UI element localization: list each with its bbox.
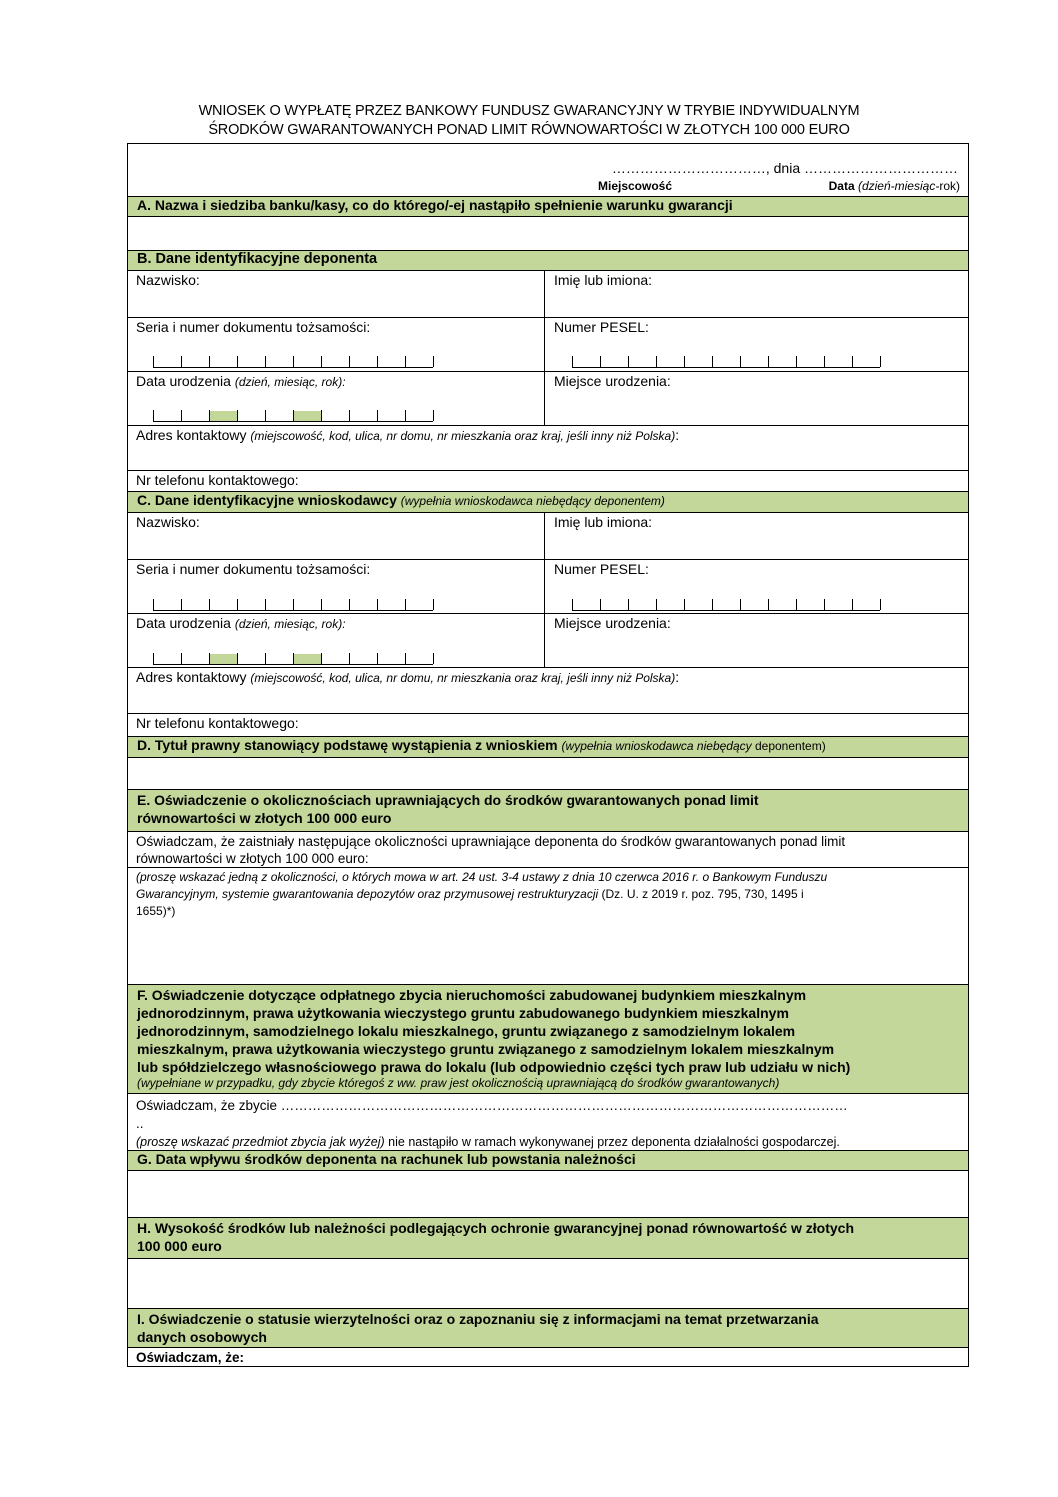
form-title-line2: ŚRODKÓW GWARANTOWANYCH PONAD LIMIT RÓWNOWARTOŚCI W ZŁOTYCH 100 000 EURO xyxy=(208,122,850,138)
box-tick xyxy=(405,356,406,367)
section-a-header: A. Nazwa i siedziba banku/kasy, co do którego/-ej nastąpiło spełnienie warunku gwarancji xyxy=(128,196,968,217)
box-tick xyxy=(405,653,406,664)
box-tick xyxy=(572,356,573,367)
box-tick xyxy=(684,599,685,610)
applicant-surname-row xyxy=(128,513,968,560)
box-tick xyxy=(153,356,154,367)
applicant-address-row[interactable]: Adres kontaktowy (miejscowość, kod, ulica, nr domu, nr mieszkania oraz kraj, jeśli inny niż Polska): xyxy=(128,668,968,714)
box-tick xyxy=(852,356,853,367)
birth-date-label: Data urodzenia xyxy=(136,373,235,389)
box-tick xyxy=(209,410,210,421)
box-tick xyxy=(433,599,434,610)
box-tick xyxy=(880,356,881,367)
box-tick xyxy=(321,653,322,664)
separator-cell xyxy=(294,411,321,421)
section-f-statement[interactable]: Oświadczam, że zbycie ……………………………………………………………………………………………………………… .. (proszę wskazać przedmiot zbycia jak wyżej) nie nastąpiło w ramach wykonywanej przez deponenta działalności gospodarczej. xyxy=(136,1098,848,1149)
box-tick xyxy=(181,653,182,664)
box-tick xyxy=(265,599,266,610)
box-tick xyxy=(433,356,434,367)
id-doc-label: Seria i numer dokumentu tożsamości: xyxy=(136,319,371,335)
box-tick xyxy=(349,410,350,421)
box-tick xyxy=(740,356,741,367)
section-b-header: B. Dane identyfikacyjne deponenta xyxy=(128,250,968,271)
box-tick xyxy=(181,356,182,367)
box-tick xyxy=(405,599,406,610)
section-e-statement: Oświadczam, że zaistniały następujące okoliczności uprawniające deponenta do środków gwarantowanych ponad limit równowartości w złotych 100 000 euro: xyxy=(128,832,968,868)
pesel-label: Numer PESEL: xyxy=(554,319,649,335)
box-tick xyxy=(712,599,713,610)
deponent-address-row[interactable]: Adres kontaktowy (miejscowość, kod, ulica, nr domu, nr mieszkania oraz kraj, jeśli inny niż Polska): xyxy=(128,426,968,471)
pesel-boxes[interactable] xyxy=(572,356,880,368)
box-tick xyxy=(600,356,601,367)
box-tick xyxy=(209,356,210,367)
section-g-header: G. Data wpływu środków deponenta na rachunek lub powstania należności xyxy=(128,1150,968,1171)
box-tick xyxy=(181,599,182,610)
birth-date-label: Data urodzenia xyxy=(136,615,235,631)
box-tick xyxy=(433,410,434,421)
section-e-field[interactable]: (proszę wskazać jedną z okoliczności, o których mowa w art. 24 ust. 3-4 ustawy z dnia 10 czerwca 2016 r. o Bankowym Funduszu Gwarancyjnym, systemie gwarantowania depozytów oraz przymusowej restrukturyzacji (Dz. U. z 2019 r. poz. 795, 730, 1495 i 1655)*) xyxy=(136,870,828,918)
box-tick xyxy=(768,599,769,610)
legal-title-field[interactable] xyxy=(128,758,968,789)
deponent-birth-row: Data urodzenia (dzień, miesiąc, rok): xyxy=(128,372,968,426)
deponent-surname-row xyxy=(128,271,968,318)
box-tick xyxy=(628,599,629,610)
bank-name-field[interactable] xyxy=(128,217,968,250)
box-tick xyxy=(237,599,238,610)
section-d-header: D. Tytuł prawny stanowiący podstawę wystąpienia z wnioskiem (wypełnia wnioskodawca niebędący deponentem) xyxy=(128,736,968,758)
deponent-phone-row[interactable]: Nr telefonu kontaktowego: xyxy=(136,472,299,488)
address-label: Adres kontaktowy xyxy=(136,427,251,443)
place-date-field[interactable]: ……………………………, dnia …………………………… xyxy=(611,160,958,176)
address-label: Adres kontaktowy xyxy=(136,669,251,685)
box-tick xyxy=(880,599,881,610)
box-tick xyxy=(265,410,266,421)
birth-date-boxes[interactable] xyxy=(153,410,433,422)
place-label: Miejscowość xyxy=(598,179,673,193)
box-tick xyxy=(684,356,685,367)
section-c-header: C. Dane identyfikacyjne wnioskodawcy (wypełnia wnioskodawca niebędący deponentem) xyxy=(128,491,968,513)
box-tick xyxy=(293,410,294,421)
box-tick xyxy=(237,653,238,664)
box-tick xyxy=(349,599,350,610)
id-doc-label: Seria i numer dokumentu tożsamości: xyxy=(136,561,371,577)
box-tick xyxy=(321,356,322,367)
box-tick xyxy=(293,599,294,610)
box-tick xyxy=(293,653,294,664)
box-tick xyxy=(572,599,573,610)
box-tick xyxy=(852,599,853,610)
separator-cell xyxy=(294,654,321,664)
id-doc-boxes[interactable] xyxy=(153,356,433,368)
box-tick xyxy=(153,410,154,421)
box-tick xyxy=(265,653,266,664)
box-tick xyxy=(628,356,629,367)
box-tick xyxy=(712,356,713,367)
form-title-line1: WNIOSEK O WYPŁATĘ PRZEZ BANKOWY FUNDUSZ GWARANCYJNY W TRYBIE INDYWIDUALNYM xyxy=(198,103,860,119)
box-tick xyxy=(153,653,154,664)
first-names-label: Imię lub imiona: xyxy=(554,514,653,530)
box-tick xyxy=(293,356,294,367)
surname-label: Nazwisko: xyxy=(136,514,200,530)
id-doc-boxes[interactable] xyxy=(153,599,433,611)
box-tick xyxy=(377,356,378,367)
box-tick xyxy=(265,356,266,367)
column-divider xyxy=(544,271,545,426)
box-tick xyxy=(209,599,210,610)
separator-cell xyxy=(210,654,237,664)
date-label: Data (dzień-miesiąc-rok) xyxy=(828,179,960,193)
birth-place-label: Miejsce urodzenia: xyxy=(554,373,671,389)
applicant-phone-row[interactable]: Nr telefonu kontaktowego: xyxy=(136,715,299,731)
section-h-header: H. Wysokość środków lub należności podlegających ochronie gwarancyjnej ponad równowartość w złotych 100 000 euro xyxy=(128,1217,968,1259)
birth-place-label: Miejsce urodzenia: xyxy=(554,615,671,631)
box-tick xyxy=(181,410,182,421)
box-tick xyxy=(349,653,350,664)
separator-cell xyxy=(210,411,237,421)
first-names-label: Imię lub imiona: xyxy=(554,272,653,288)
inflow-date-field[interactable] xyxy=(128,1171,968,1217)
box-tick xyxy=(824,599,825,610)
box-tick xyxy=(209,653,210,664)
box-tick xyxy=(433,653,434,664)
section-e-header: E. Oświadczenie o okolicznościach uprawniających do środków gwarantowanych ponad limit równowartości w złotych 100 000 euro xyxy=(128,789,968,832)
box-tick xyxy=(600,599,601,610)
box-tick xyxy=(740,599,741,610)
pesel-boxes[interactable] xyxy=(572,599,880,611)
box-tick xyxy=(237,356,238,367)
application-form xyxy=(127,143,969,1367)
box-tick xyxy=(656,599,657,610)
box-tick xyxy=(321,599,322,610)
box-tick xyxy=(768,356,769,367)
box-tick xyxy=(321,410,322,421)
section-i-header: I. Oświadczenie o statusie wierzytelności oraz o zapoznaniu się z informacjami na temat przetwarzania danych osobowych xyxy=(128,1308,968,1348)
applicant-birth-row: Data urodzenia (dzień, miesiąc, rok): xyxy=(128,614,968,668)
amount-field[interactable] xyxy=(128,1259,968,1308)
box-tick xyxy=(796,356,797,367)
birth-date-boxes[interactable] xyxy=(153,653,433,665)
box-tick xyxy=(405,410,406,421)
surname-label: Nazwisko: xyxy=(136,272,200,288)
box-tick xyxy=(656,356,657,367)
box-tick xyxy=(377,410,378,421)
box-tick xyxy=(153,599,154,610)
box-tick xyxy=(377,599,378,610)
box-tick xyxy=(237,410,238,421)
section-i-statement[interactable]: Oświadczam, że: xyxy=(136,1350,245,1365)
column-divider xyxy=(544,513,545,668)
box-tick xyxy=(824,356,825,367)
box-tick xyxy=(796,599,797,610)
section-f-header: F. Oświadczenie dotyczące odpłatnego zbycia nieruchomości zabudowanej budynkiem mieszkalnym jednorodzinnym, prawa użytkowania wieczystego gruntu zabudowanego budynkiem mieszkalnym jednorodzinnym, samodzielnego lokalu mieszkalnego, gruntu związanego z samodzielnym lokalem mieszkalnym, prawa użytkowania wieczystego gruntu związanego z samodzielnym lokalem mieszkalnym lub spółdzielczego własnościowego prawa do lokalu (lub odpowiednio części tych praw lub udziału w nich) (wypełniane w przypadku, gdy zbycie któregoś z ww. praw jest okolicznością uprawniającą do środków gwarantowanych) xyxy=(128,984,968,1094)
box-tick xyxy=(377,653,378,664)
box-tick xyxy=(349,356,350,367)
pesel-label: Numer PESEL: xyxy=(554,561,649,577)
